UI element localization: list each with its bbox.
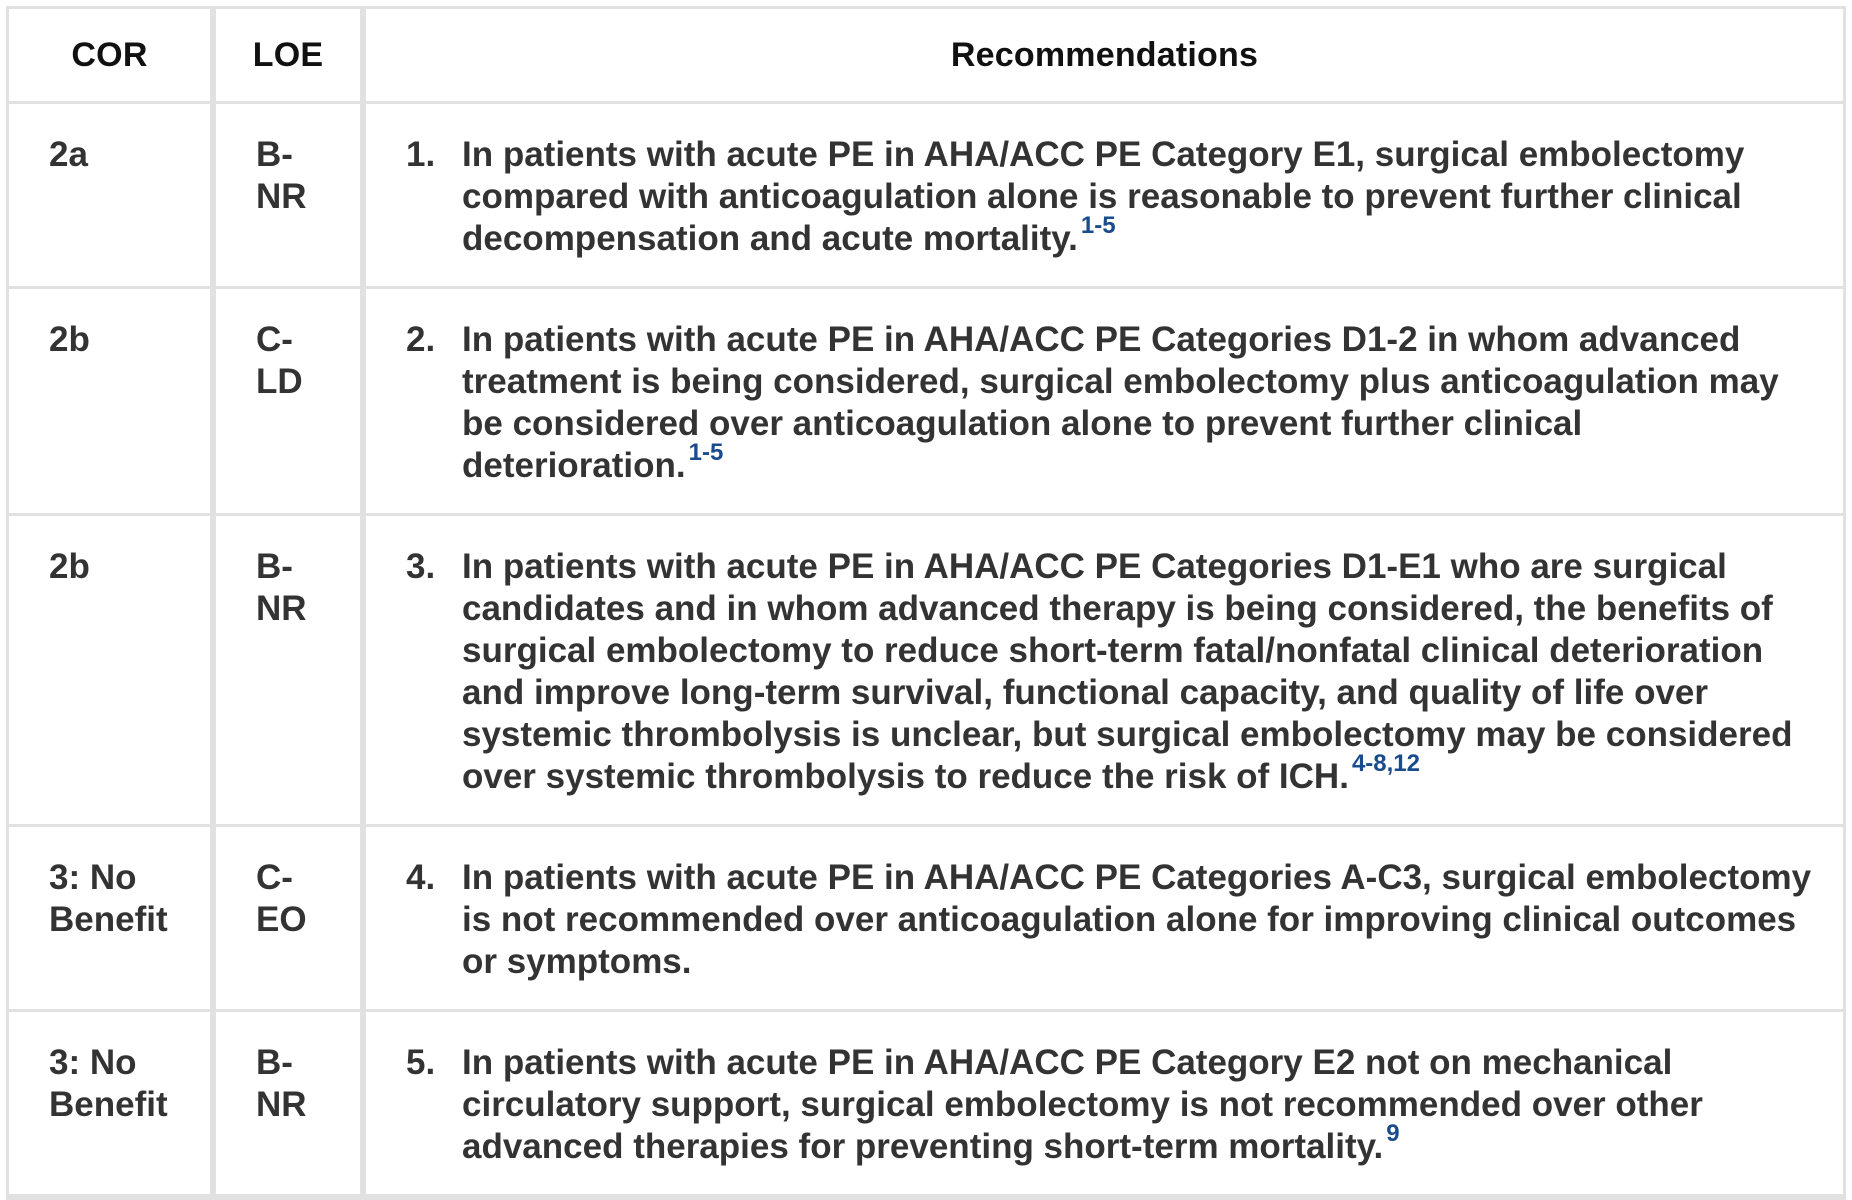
- recommendation-number: 5.: [406, 1043, 436, 1082]
- loe-value-line2: LD: [256, 362, 303, 401]
- table-row: [6, 824, 1846, 1009]
- loe-value-line2: NR: [256, 589, 307, 628]
- cor-cell: [6, 824, 210, 1009]
- recommendation-number: 1.: [406, 135, 436, 174]
- loe-value-line1: B-: [256, 1043, 293, 1082]
- loe-cell: [210, 513, 360, 824]
- table-row: [6, 101, 1846, 286]
- loe-cell: [210, 824, 360, 1009]
- header-recommendations: Recommendations: [360, 6, 1846, 101]
- recommendation-text-wrap: [462, 857, 1827, 983]
- recommendation-number: 2.: [406, 320, 436, 359]
- cor-value-line1: 3: No: [49, 858, 137, 897]
- recommendation-text-wrap: [462, 1042, 1827, 1168]
- loe-value-line1: B-: [256, 135, 293, 174]
- loe-value-line1: B-: [256, 547, 293, 586]
- loe-cell: [210, 286, 360, 513]
- recommendation-item: [406, 546, 1827, 798]
- cor-cell: [6, 513, 210, 824]
- citation-link[interactable]: 4-8,12: [1351, 750, 1420, 778]
- recommendation-cell: [360, 1009, 1846, 1200]
- recommendation-item: [406, 1042, 1827, 1168]
- citation-link[interactable]: 1-5: [1080, 212, 1116, 240]
- recommendation-item: [406, 319, 1827, 487]
- cor-value-line1: 3: No: [49, 1043, 137, 1082]
- cor-cell: [6, 286, 210, 513]
- recommendation-text-wrap: [462, 546, 1827, 798]
- recommendations-table: [6, 6, 1846, 1200]
- recommendation-item: [406, 857, 1827, 983]
- citation-link[interactable]: 1-5: [688, 439, 724, 467]
- cor-value: 2b: [49, 320, 90, 359]
- recommendation-number: 3.: [406, 547, 436, 586]
- loe-value-line1: C-: [256, 858, 293, 897]
- recommendation-number: 4.: [406, 858, 436, 897]
- header-loe: LOE: [210, 6, 360, 101]
- recommendation-cell: [360, 513, 1846, 824]
- cor-value-line2: Benefit: [49, 1085, 168, 1124]
- cor-cell: [6, 101, 210, 286]
- cor-value: 2b: [49, 547, 90, 586]
- table-header-row: [6, 6, 1846, 101]
- citation-link[interactable]: 9: [1386, 1120, 1400, 1148]
- cor-value-line2: Benefit: [49, 900, 168, 939]
- recommendation-text: In patients with acute PE in AHA/ACC PE Categories A-C3, surgical embolectomy is not recommended over anticoagulation alone for improving clinical outcomes or symptoms.: [462, 858, 1812, 981]
- loe-value-line1: C-: [256, 320, 293, 359]
- loe-cell: [210, 1009, 360, 1200]
- recommendation-text: In patients with acute PE in AHA/ACC PE Categories D1-E1 who are surgical candidates and in whom advanced therapy is being considered, the benefits of surgical embolectomy to reduce short-term fatal/nonfatal clinical deterioration and improve long-term survival, functional capacity, and quality of life over systemic thrombolysis is unclear, but surgical embolectomy may be considered over systemic thrombolysis to reduce the risk of ICH.: [462, 547, 1793, 796]
- loe-value-line2: EO: [256, 900, 307, 939]
- recommendation-item: [406, 134, 1827, 260]
- recommendation-text-wrap: [462, 134, 1827, 260]
- recommendation-cell: [360, 286, 1846, 513]
- loe-value-line2: NR: [256, 1085, 307, 1124]
- table-row: [6, 1009, 1846, 1200]
- recommendation-cell: [360, 824, 1846, 1009]
- header-cor: COR: [6, 6, 210, 101]
- table-row: [6, 513, 1846, 824]
- recommendation-text: In patients with acute PE in AHA/ACC PE Category E1, surgical embolectomy compared with anticoagulation alone is reasonable to prevent further clinical decompensation and acute mortality.: [462, 135, 1745, 258]
- loe-cell: [210, 101, 360, 286]
- recommendation-text-wrap: [462, 319, 1827, 487]
- cor-value: 2a: [49, 135, 88, 174]
- cor-cell: [6, 1009, 210, 1200]
- recommendation-text: In patients with acute PE in AHA/ACC PE Category E2 not on mechanical circulatory support, surgical embolectomy is not recommended over other advanced therapies for preventing short-term mortality.: [462, 1043, 1703, 1166]
- recommendation-cell: [360, 101, 1846, 286]
- loe-value-line2: NR: [256, 177, 307, 216]
- recommendation-text: In patients with acute PE in AHA/ACC PE Categories D1-2 in whom advanced treatment is being considered, surgical embolectomy plus anticoagulation may be considered over anticoagulation alone to prevent further clinical deterioration.: [462, 320, 1779, 485]
- table-row: [6, 286, 1846, 513]
